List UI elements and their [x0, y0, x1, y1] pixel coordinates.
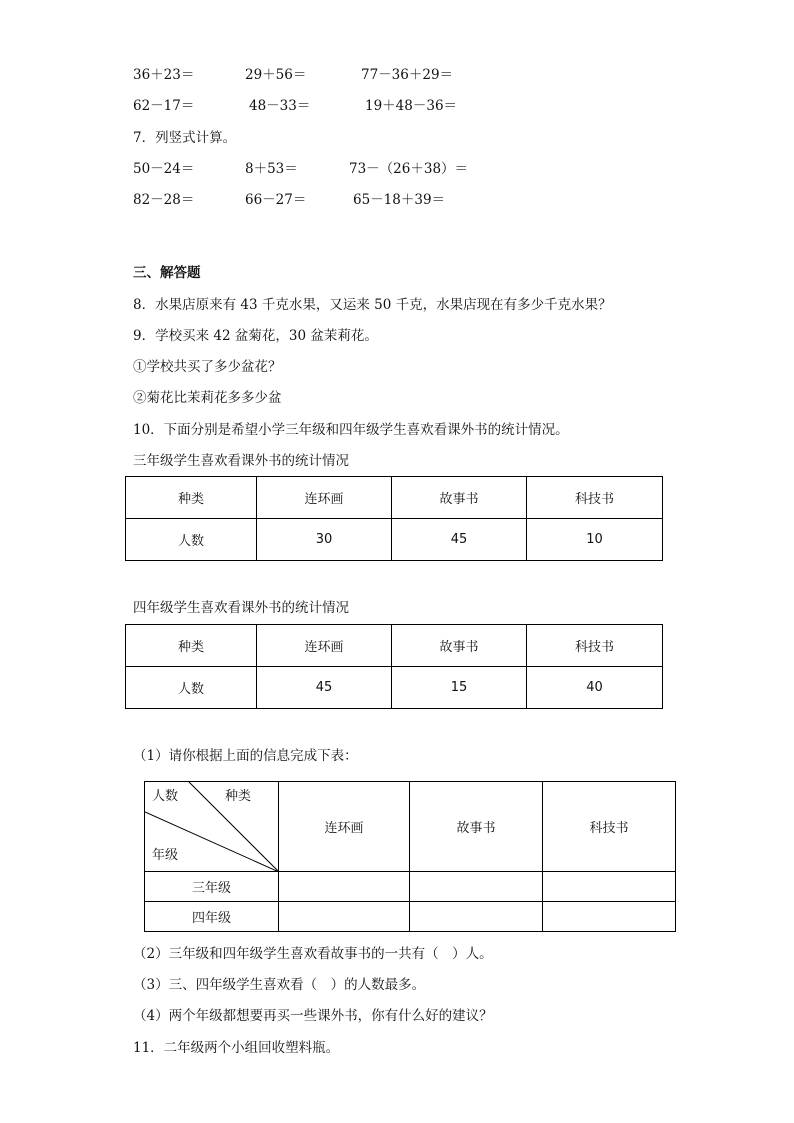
calc-1-1: 36＋23＝ — [133, 67, 195, 83]
table-cell: 人数 — [126, 519, 257, 561]
table-row — [126, 519, 663, 561]
question-10-part-2: （2）三年级和四年级学生喜欢看故事书的一共有（ ）人。 — [133, 946, 493, 962]
table-header-cell: 故事书 — [392, 477, 527, 519]
vert-1-2: 8＋53＝ — [245, 161, 298, 177]
vert-2-3: 65－18＋39＝ — [353, 192, 446, 208]
table-row — [145, 872, 676, 902]
calc-1-2: 29＋56＝ — [245, 67, 307, 83]
table-cell: 45 — [392, 519, 527, 561]
table-header-cell: 故事书 — [410, 782, 543, 872]
corner-grade-label: 年级 — [152, 848, 179, 863]
table-header-cell: 连环画 — [279, 782, 410, 872]
table-header-cell: 连环画 — [257, 477, 392, 519]
table-header-cell: 科技书 — [527, 625, 663, 667]
question-9: 9．学校买来 42 盆菊花，30 盆茉莉花。 — [133, 328, 378, 344]
table-header-cell: 科技书 — [543, 782, 676, 872]
table-1-caption: 三年级学生喜欢看课外书的统计情况 — [133, 453, 349, 469]
question-10: 10．下面分别是希望小学三年级和四年级学生喜欢看课外书的统计情况。 — [133, 422, 569, 438]
grade3-table — [125, 476, 663, 561]
question-11: 11．二年级两个小组回收塑料瓶。 — [133, 1040, 340, 1056]
answer-cell[interactable] — [543, 902, 676, 932]
vert-2-2: 66－27＝ — [245, 192, 307, 208]
table-cell: 10 — [527, 519, 663, 561]
vert-1-1: 50－24＝ — [133, 161, 195, 177]
question-9-part-1: ①学校共买了多少盆花？ — [133, 359, 282, 375]
answer-cell[interactable] — [279, 872, 410, 902]
section-title: 三、解答题 — [133, 265, 201, 281]
question-9-part-2: ②菊花比茉莉花多多少盆 — [133, 390, 282, 406]
table-header-row — [126, 625, 663, 667]
row-label-cell: 三年级 — [145, 872, 279, 902]
table-cell: 15 — [392, 667, 527, 709]
table-header-row — [145, 782, 676, 872]
table-row — [126, 667, 663, 709]
answer-cell[interactable] — [410, 872, 543, 902]
table-cell: 30 — [257, 519, 392, 561]
question-10-part-3: （3）三、四年级学生喜欢看（ ）的人数最多。 — [133, 977, 426, 993]
row-label-cell: 四年级 — [145, 902, 279, 932]
question-8: 8．水果店原来有 43 千克水果，又运来 50 千克，水果店现在有多少千克水果？ — [133, 297, 612, 313]
corner-kind-label: 种类 — [225, 789, 252, 804]
calc-2-3: 19＋48－36＝ — [365, 98, 458, 114]
table-header-cell: 故事书 — [392, 625, 527, 667]
table-header-cell: 连环画 — [257, 625, 392, 667]
calc-2-2: 48－33＝ — [249, 98, 311, 114]
table-header-cell: 科技书 — [527, 477, 663, 519]
calc-1-3: 77－36＋29＝ — [361, 67, 454, 83]
question-10-part-1: （1）请你根据上面的信息完成下表： — [133, 748, 358, 764]
summary-table — [144, 781, 676, 932]
vert-1-3: 73－（26＋38）＝ — [349, 161, 469, 177]
table-2-caption: 四年级学生喜欢看课外书的统计情况 — [133, 600, 349, 616]
question-10-part-4: （4）两个年级都想要再买一些课外书，你有什么好的建议？ — [133, 1008, 493, 1024]
diagonal-header-cell — [145, 782, 279, 872]
grade4-table — [125, 624, 663, 709]
table-row — [145, 902, 676, 932]
answer-cell[interactable] — [410, 902, 543, 932]
vert-2-1: 82－28＝ — [133, 192, 195, 208]
table-header-cell: 种类 — [126, 625, 257, 667]
corner-people-label: 人数 — [152, 789, 179, 804]
calc-2-1: 62－17＝ — [133, 98, 195, 114]
table-cell: 40 — [527, 667, 663, 709]
table-header-row — [126, 477, 663, 519]
table-cell: 45 — [257, 667, 392, 709]
answer-cell[interactable] — [279, 902, 410, 932]
answer-cell[interactable] — [543, 872, 676, 902]
table-header-cell: 种类 — [126, 477, 257, 519]
table-cell: 人数 — [126, 667, 257, 709]
question-7-title: 7．列竖式计算。 — [133, 130, 237, 146]
